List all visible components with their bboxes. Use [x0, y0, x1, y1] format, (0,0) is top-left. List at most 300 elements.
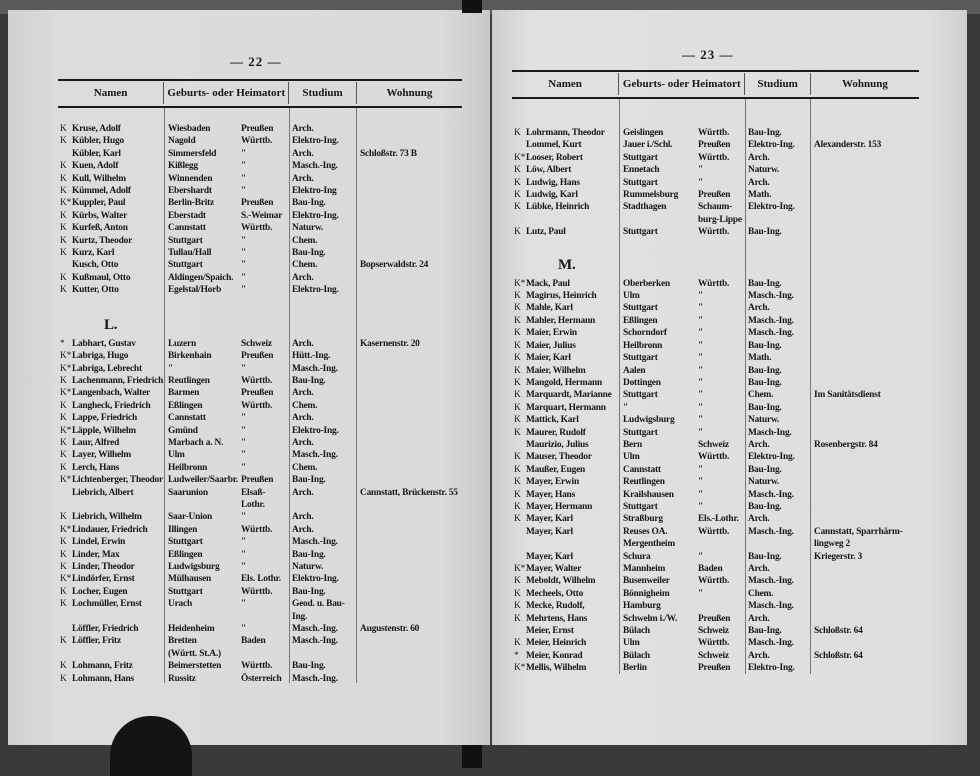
home-state: " [241, 624, 247, 635]
residence-cell [810, 501, 919, 513]
study-cell: Arch. [292, 124, 314, 134]
residence-cell [810, 127, 919, 139]
table-row [58, 598, 462, 623]
home-state: " [698, 501, 704, 512]
study-cell: Elektro-Ing [292, 186, 337, 197]
birthplace-cell [619, 625, 745, 637]
name-cell [58, 350, 164, 362]
birthplace: Tullau/Hall [168, 248, 212, 259]
residence-cell [810, 464, 919, 476]
birthplace: Winnenden [168, 173, 213, 184]
student-name: Kurfeß, Anton [72, 223, 128, 234]
residence-cell: Rosenbergstr. 84 [814, 439, 878, 450]
status-mark: K [514, 489, 521, 500]
student-name: Kutter, Otto [72, 285, 119, 296]
residence-cell [810, 451, 919, 463]
birthplace-cell [619, 513, 745, 525]
birthplace: Bönnigheim [623, 588, 670, 599]
home-state: Württb. [241, 400, 273, 411]
name-cell [512, 290, 619, 302]
table-row [58, 197, 462, 209]
name-cell [512, 575, 619, 587]
study-cell: Elektro-Ing. [292, 574, 339, 585]
table-row [58, 561, 462, 573]
study-cell: Masch.-Ing. [748, 638, 794, 649]
student-name: Kübler, Karl [72, 148, 121, 159]
table-row [58, 623, 462, 635]
residence-cell [356, 524, 462, 536]
study-cell: Bau-Ing. [748, 377, 782, 388]
table-row [512, 139, 919, 151]
home-state: " [241, 599, 247, 610]
status-mark: K [514, 227, 521, 238]
birthplace-cell [164, 400, 289, 412]
study-cell: Masch.-Ing. [292, 624, 338, 635]
student-name: Kürbs, Walter [72, 210, 128, 221]
residence-cell: Cannstatt, Sparrhärm- lingweg 2 [814, 526, 903, 550]
table-row [512, 189, 919, 201]
home-state: Preußen [241, 124, 274, 134]
table-row [512, 152, 919, 164]
name-cell [512, 226, 619, 238]
home-state: Württb. [241, 375, 273, 386]
birthplace: Marbach a. N. [168, 437, 224, 448]
residence-cell: Bopserwaldstr. 24 [360, 260, 429, 271]
table-row [58, 573, 462, 585]
birthplace: Stuttgart [623, 427, 658, 438]
residence-cell [356, 173, 462, 185]
student-name: Lindel, Erwin [72, 537, 126, 548]
student-name: Maier, Erwin [526, 328, 577, 339]
study-cell: Arch. [748, 152, 770, 163]
birthplace-cell [164, 148, 289, 160]
student-name: Labhart, Gustav [72, 338, 136, 349]
birthplace: Stuttgart [623, 152, 658, 163]
student-name: Meier, Heinrich [526, 638, 587, 649]
birthplace-cell [164, 338, 289, 350]
home-state: " [241, 173, 247, 184]
birthplace: " [623, 402, 629, 413]
study-cell: Arch. [748, 439, 770, 450]
birthplace: Stuttgart [623, 390, 658, 401]
home-state: Preußen [241, 388, 274, 399]
birthplace: Geislingen [623, 128, 664, 138]
name-cell [58, 272, 164, 284]
home-state: " [698, 464, 704, 475]
name-cell [512, 352, 619, 364]
residence-cell [356, 635, 462, 660]
study-cell: Bau-Ing. [748, 128, 782, 138]
table-row [512, 327, 919, 339]
status-mark: K [60, 173, 67, 184]
student-name: Mehrtens, Hans [526, 613, 588, 624]
residence-cell [356, 598, 462, 623]
birthplace: " [168, 363, 174, 374]
birthplace: Ennetach [623, 165, 660, 176]
birthplace: Luzern [168, 338, 196, 349]
birthplace-cell [164, 363, 289, 375]
residence-cell [356, 462, 462, 474]
residence-cell [810, 164, 919, 176]
status-mark: K [60, 210, 67, 221]
residence-cell [356, 660, 462, 672]
birthplace-cell [619, 414, 745, 426]
birthplace: Heidenheim [168, 624, 215, 635]
table-row [58, 437, 462, 449]
home-state: " [698, 402, 704, 413]
birthplace: Ulm [623, 638, 640, 649]
residence-cell: Kasernenstr. 20 [360, 338, 420, 349]
status-mark: K* [514, 278, 526, 289]
home-state: Baden [241, 636, 266, 647]
student-name: Lohrmann, Theodor [526, 128, 605, 138]
residence-cell [810, 588, 919, 600]
birthplace: Saar-Union [168, 512, 213, 523]
student-name: Kübler, Hugo [72, 136, 124, 147]
study-cell: Chem. [748, 588, 774, 599]
study-cell: Masch.-Ing. [748, 576, 794, 587]
table-row [58, 135, 462, 147]
name-cell [512, 377, 619, 389]
study-cell: Masch.-Ing. [748, 328, 794, 339]
status-mark: K* [514, 564, 526, 574]
residence-cell: Augustenstr. 60 [360, 624, 420, 635]
home-state: Preußen [241, 351, 274, 362]
status-mark: K [514, 427, 521, 438]
table-row [58, 247, 462, 259]
home-state: S.-Weimar [241, 210, 283, 221]
student-name: Kurz, Karl [72, 248, 115, 259]
name-cell [58, 135, 164, 147]
table-row [58, 387, 462, 399]
birthplace-cell [164, 123, 289, 135]
home-state: Württb. [241, 136, 273, 147]
residence-cell [356, 123, 462, 135]
status-mark: K [514, 613, 521, 624]
home-state: " [241, 462, 247, 473]
header-study: Studium [744, 73, 810, 95]
birthplace-cell [164, 511, 289, 523]
rule [512, 97, 919, 99]
study-cell: Arch. [292, 338, 314, 349]
name-cell [512, 476, 619, 488]
birthplace-cell [164, 375, 289, 387]
birthplace: Beimerstetten [168, 661, 222, 672]
residence-cell [356, 272, 462, 284]
home-state: " [698, 353, 704, 364]
name-cell [58, 673, 164, 685]
home-state: " [241, 562, 247, 572]
residence-cell [356, 474, 462, 486]
residence-cell [356, 573, 462, 585]
table-row [512, 513, 919, 525]
birthplace: Barmen [168, 388, 200, 399]
student-name: Labriga, Hugo [72, 351, 129, 362]
study-cell: Chem. [292, 462, 318, 473]
home-state: " [698, 177, 704, 188]
study-cell: Bau-Ing. [748, 278, 782, 289]
residence-cell [356, 400, 462, 412]
residence-cell [356, 247, 462, 259]
home-state: Preußen [698, 613, 731, 624]
study-cell: Chem. [292, 260, 318, 271]
birthplace: Ludwigsburg [168, 562, 220, 572]
table-row [58, 524, 462, 536]
study-cell: Naturw. [292, 562, 324, 572]
home-state: Württb. [241, 223, 273, 234]
home-state: " [698, 165, 704, 176]
birthplace: Hamburg [623, 601, 661, 612]
name-cell [512, 402, 619, 414]
birthplace: Saarunion [168, 487, 208, 498]
student-name: Lindörfer, Ernst [72, 574, 135, 585]
home-state: " [241, 450, 247, 461]
home-state: Baden [698, 564, 723, 574]
name-cell [58, 412, 164, 424]
birthplace-cell [164, 259, 289, 271]
birthplace: Schura [623, 551, 651, 562]
student-name: Lichtenberger, Theodor [72, 475, 163, 486]
home-state: Österreich [241, 673, 282, 684]
home-state: " [241, 248, 247, 259]
table-row [512, 389, 919, 401]
home-state: Württb. [241, 586, 273, 597]
home-state: " [698, 328, 704, 339]
status-mark: K [514, 165, 521, 176]
status-mark: K [514, 390, 521, 401]
student-name: Looser, Robert [526, 152, 583, 163]
birthplace-cell [619, 650, 745, 662]
status-mark: K [514, 303, 521, 314]
name-cell [58, 338, 164, 350]
birthplace-cell [619, 290, 745, 302]
status-mark: K [514, 177, 521, 188]
name-cell [512, 278, 619, 290]
status-mark: K* [60, 198, 72, 209]
table-header [512, 73, 919, 95]
name-cell [512, 464, 619, 476]
table-row [512, 164, 919, 176]
status-mark: K [514, 328, 521, 339]
study-cell: Chem. [292, 400, 318, 411]
study-cell: Bau-Ing. [292, 549, 326, 560]
rule [512, 70, 919, 72]
table-row [58, 272, 462, 284]
birthplace-cell [619, 476, 745, 488]
birthplace: Wiesbaden [168, 124, 211, 134]
residence-cell [356, 387, 462, 399]
status-mark: K [60, 223, 67, 234]
birthplace: Jauer i./Schl. [623, 140, 673, 151]
student-name: Maier, Julius [526, 340, 576, 351]
home-state: " [241, 363, 247, 374]
status-mark: K [514, 402, 521, 413]
status-mark: K* [60, 475, 72, 486]
birthplace-cell [164, 598, 289, 623]
birthplace: Stuttgart [623, 227, 658, 238]
birthplace-cell [164, 536, 289, 548]
student-name: Mack, Paul [526, 278, 570, 289]
rule [58, 106, 462, 108]
name-cell [58, 259, 164, 271]
home-state: Schaum- burg-Lippe [698, 202, 742, 225]
home-state: " [698, 365, 704, 376]
student-name: Lübke, Heinrich [526, 202, 590, 213]
birthplace-cell [164, 549, 289, 561]
study-cell: Bau-Ing. [292, 248, 326, 259]
student-name: Lutz, Paul [526, 227, 566, 238]
home-state: " [698, 390, 704, 401]
study-cell: Masch.-Ing. [748, 489, 794, 500]
residence-cell [356, 235, 462, 247]
birthplace: Ulm [168, 450, 185, 461]
study-cell: Elektro-Ing. [292, 136, 339, 147]
birthplace: Stuttgart [623, 177, 658, 188]
study-cell: Naturw. [748, 165, 780, 176]
birthplace-cell [164, 561, 289, 573]
home-state: Württb. [698, 152, 730, 163]
birthplace-cell [164, 160, 289, 172]
residence-cell [356, 536, 462, 548]
birthplace: Oberberken [623, 278, 670, 289]
birthplace-cell [619, 164, 745, 176]
home-state: " [241, 285, 247, 296]
status-mark: K [514, 588, 521, 599]
table-row [58, 173, 462, 185]
student-name: Mecke, Rudolf, [526, 601, 585, 612]
birthplace: Mülhausen [168, 574, 212, 585]
student-name: Kurtz, Theodor [72, 235, 133, 246]
birthplace-cell [619, 662, 745, 674]
status-mark: K [514, 638, 521, 649]
home-state: Württb. [698, 278, 730, 289]
status-mark: K [514, 464, 521, 475]
status-mark: K [60, 450, 67, 461]
home-state: " [241, 537, 247, 548]
birthplace: Ludweiler/Saarbr. [168, 475, 238, 486]
student-name: Lohmann, Hans [72, 673, 135, 684]
home-state: " [241, 148, 247, 159]
residence-cell [810, 340, 919, 352]
birthplace: Reutlingen [168, 375, 210, 386]
birthplace: Stuttgart [168, 235, 203, 246]
home-state: Schweiz [698, 626, 729, 637]
name-cell [58, 210, 164, 222]
home-state: Württb. [698, 526, 730, 537]
study-cell: Bau-Ing. [748, 365, 782, 376]
name-cell [58, 586, 164, 598]
home-state: " [241, 549, 247, 560]
name-cell [512, 327, 619, 339]
status-mark: K [60, 599, 67, 610]
name-cell [58, 235, 164, 247]
table-row [512, 476, 919, 488]
table-row [512, 650, 919, 662]
residence-cell: Schloßstr. 73 B [360, 148, 417, 159]
study-cell: Chem. [748, 390, 774, 401]
name-cell [512, 513, 619, 525]
header-study: Studium [288, 82, 356, 104]
birthplace: Aalen [623, 365, 646, 376]
rule [58, 79, 462, 81]
residence-cell [810, 662, 919, 674]
student-name: Kuppler, Paul [72, 198, 126, 209]
student-name: Ludwig, Karl [526, 190, 578, 201]
name-cell [512, 189, 619, 201]
student-name: Ludwig, Hans [526, 177, 580, 188]
home-state: " [698, 427, 704, 438]
birthplace-cell [164, 210, 289, 222]
study-cell: Elektro-Ing. [292, 425, 339, 436]
home-state: Schweiz [698, 650, 729, 661]
student-name: Läpple, Wilhelm [72, 425, 136, 436]
home-state: Preußen [241, 475, 274, 486]
birthplace: Stadthagen [623, 202, 667, 213]
table-row [512, 662, 919, 674]
residence-cell [810, 177, 919, 189]
student-name: Langenbach, Walter [72, 388, 151, 399]
section-letter: L. [104, 316, 118, 333]
status-mark: K [60, 512, 67, 523]
name-cell [512, 613, 619, 625]
study-cell: Arch. [748, 613, 770, 624]
home-state: " [698, 489, 704, 500]
home-state: " [241, 235, 247, 246]
table-row [512, 402, 919, 414]
study-cell: Arch. [748, 514, 770, 525]
birthplace-cell [619, 489, 745, 501]
residence-cell [810, 290, 919, 302]
status-mark: K [514, 340, 521, 351]
status-mark: K [514, 291, 521, 302]
birthplace: Mannheim [623, 564, 666, 574]
status-mark: K [514, 353, 521, 364]
name-cell [58, 511, 164, 523]
status-mark: K [514, 477, 521, 488]
birthplace-cell [619, 526, 745, 551]
birthplace-cell [619, 588, 745, 600]
table-row [58, 185, 462, 197]
home-state: " [698, 303, 704, 314]
birthplace-cell [619, 427, 745, 439]
student-name: Löffler, Friedrich [72, 624, 139, 635]
birthplace-cell [619, 464, 745, 476]
name-cell [512, 650, 619, 662]
name-cell [58, 623, 164, 635]
study-cell: Bau-Ing. [292, 475, 326, 486]
name-cell [512, 414, 619, 426]
name-cell [512, 340, 619, 352]
register-table [512, 70, 919, 674]
name-cell [512, 625, 619, 637]
residence-cell [810, 152, 919, 164]
status-mark: K [60, 400, 67, 411]
birthplace-cell [164, 387, 289, 399]
table-row [58, 511, 462, 523]
home-state: " [241, 437, 247, 448]
header-names: Namen [93, 87, 128, 99]
student-name: Lommel, Kurt [526, 140, 582, 151]
birthplace: Schorndorf [623, 328, 667, 339]
birthplace: Eßlingen [168, 549, 203, 560]
home-state: " [698, 291, 704, 302]
table-row [58, 400, 462, 412]
residence-cell [810, 513, 919, 525]
name-cell [512, 563, 619, 575]
name-cell [58, 660, 164, 672]
study-cell: Elektro-Ing. [748, 140, 795, 151]
table-row [512, 613, 919, 625]
